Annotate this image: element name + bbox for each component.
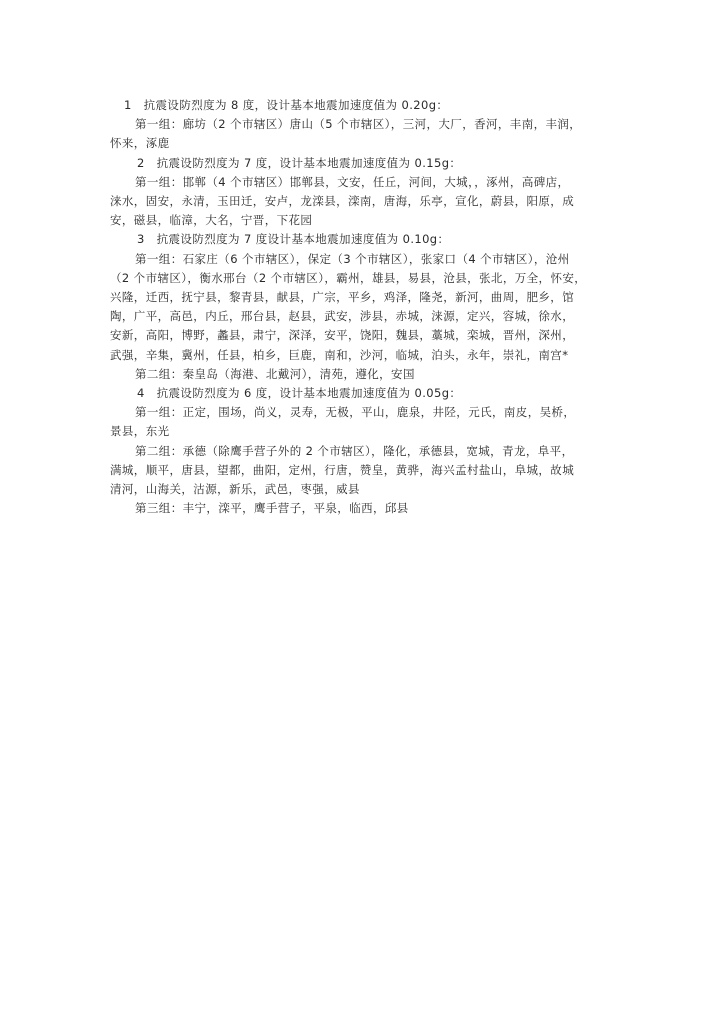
group-1-line-cont: 景县，东光 [110,424,170,439]
group-2-line: 第二组：秦皇岛（海港、北戴河），清苑，遵化，安国 [135,366,415,381]
group-1-line: 第一组：廊坊（2 个市辖区）唐山（5 个市辖区），三河，大厂，香河，丰南，丰润， [135,117,582,132]
group-1-line-cont: 涞水，固安，永清，玉田迁，安卢，龙滦县，滦南，唐海，乐亭，宣化，蔚县，阳原，成 [110,194,575,209]
section-heading-7-degree-010g: 3 抗震设防烈度为 7 度设计基本地震加速度值为 0.10g： [137,232,450,247]
section-heading-7-degree-015g: 2 抗震设防烈度为 7 度，设计基本地震加速度值为 0.15g： [137,155,462,170]
group-1-line-cont: （2 个市辖区），衡水邢台（2 个市辖区），霸州，雄县，易县，沧县，张北，万全，怀安， [110,270,587,285]
group-1-line-cont: 兴隆，迁西，抚宁县，黎青县，献县，广宗，平乡，鸡泽，隆尧，新河，曲周，肥乡，馆 [110,290,575,305]
group-2-line-cont: 清河，山海关，沽源，新乐，武邑，枣强，威县 [110,482,360,497]
group-1-line: 第一组：石家庄（6 个市辖区），保定（3 个市辖区），张家口（4 个市辖区），沧州 [135,251,570,266]
group-1-line: 第一组：邯郸（4 个市辖区）邯郸县，文安，任丘，河间，大城，，涿州，高碑店， [135,174,570,189]
group-1-line-cont: 安新，高阳，博野，蠡县，肃宁，深泽，安平，饶阳，魏县，藁城，栾城，晋州，深州， [110,328,575,343]
group-2-line-cont: 满城，顺平，唐县，望都，曲阳，定州，行唐，赞皇，黄骅，海兴孟村盐山，阜城，故城 [110,462,575,477]
group-3-line: 第三组：丰宁，滦平，鹰手营子，平泉，临西，邱县 [135,501,409,516]
group-1-line-cont: 武强，辛集，冀州，任县，柏乡，巨鹿，南和，沙河，临城，泊头，永年，崇礼，南宫* [110,347,569,362]
group-1-line-cont: 安，磁县，临漳，大名，宁晋，下花园 [110,213,313,228]
section-heading-8-degree: 1 抗震设防烈度为 8 度，设计基本地震加速度值为 0.20g： [124,98,449,112]
section-heading-6-degree: 4 抗震设防烈度为 6 度，设计基本地震加速度值为 0.05g： [137,386,462,401]
group-1-line-cont: 怀来，涿鹿 [110,136,170,151]
group-2-line: 第二组：承德（除鹰手营子外的 2 个市辖区），隆化，承德县，宽城，青龙，阜平， [135,443,574,458]
group-1-line: 第一组：正定，围场，尚义，灵寿，无极，平山，鹿泉，井陉，元氏，南皮，吴桥， [135,405,576,420]
group-1-line-cont: 陶，广平，高邑，内丘，邢台县，赵县，武安，涉县，赤城，涞源，定兴，容城，徐水， [110,309,575,324]
